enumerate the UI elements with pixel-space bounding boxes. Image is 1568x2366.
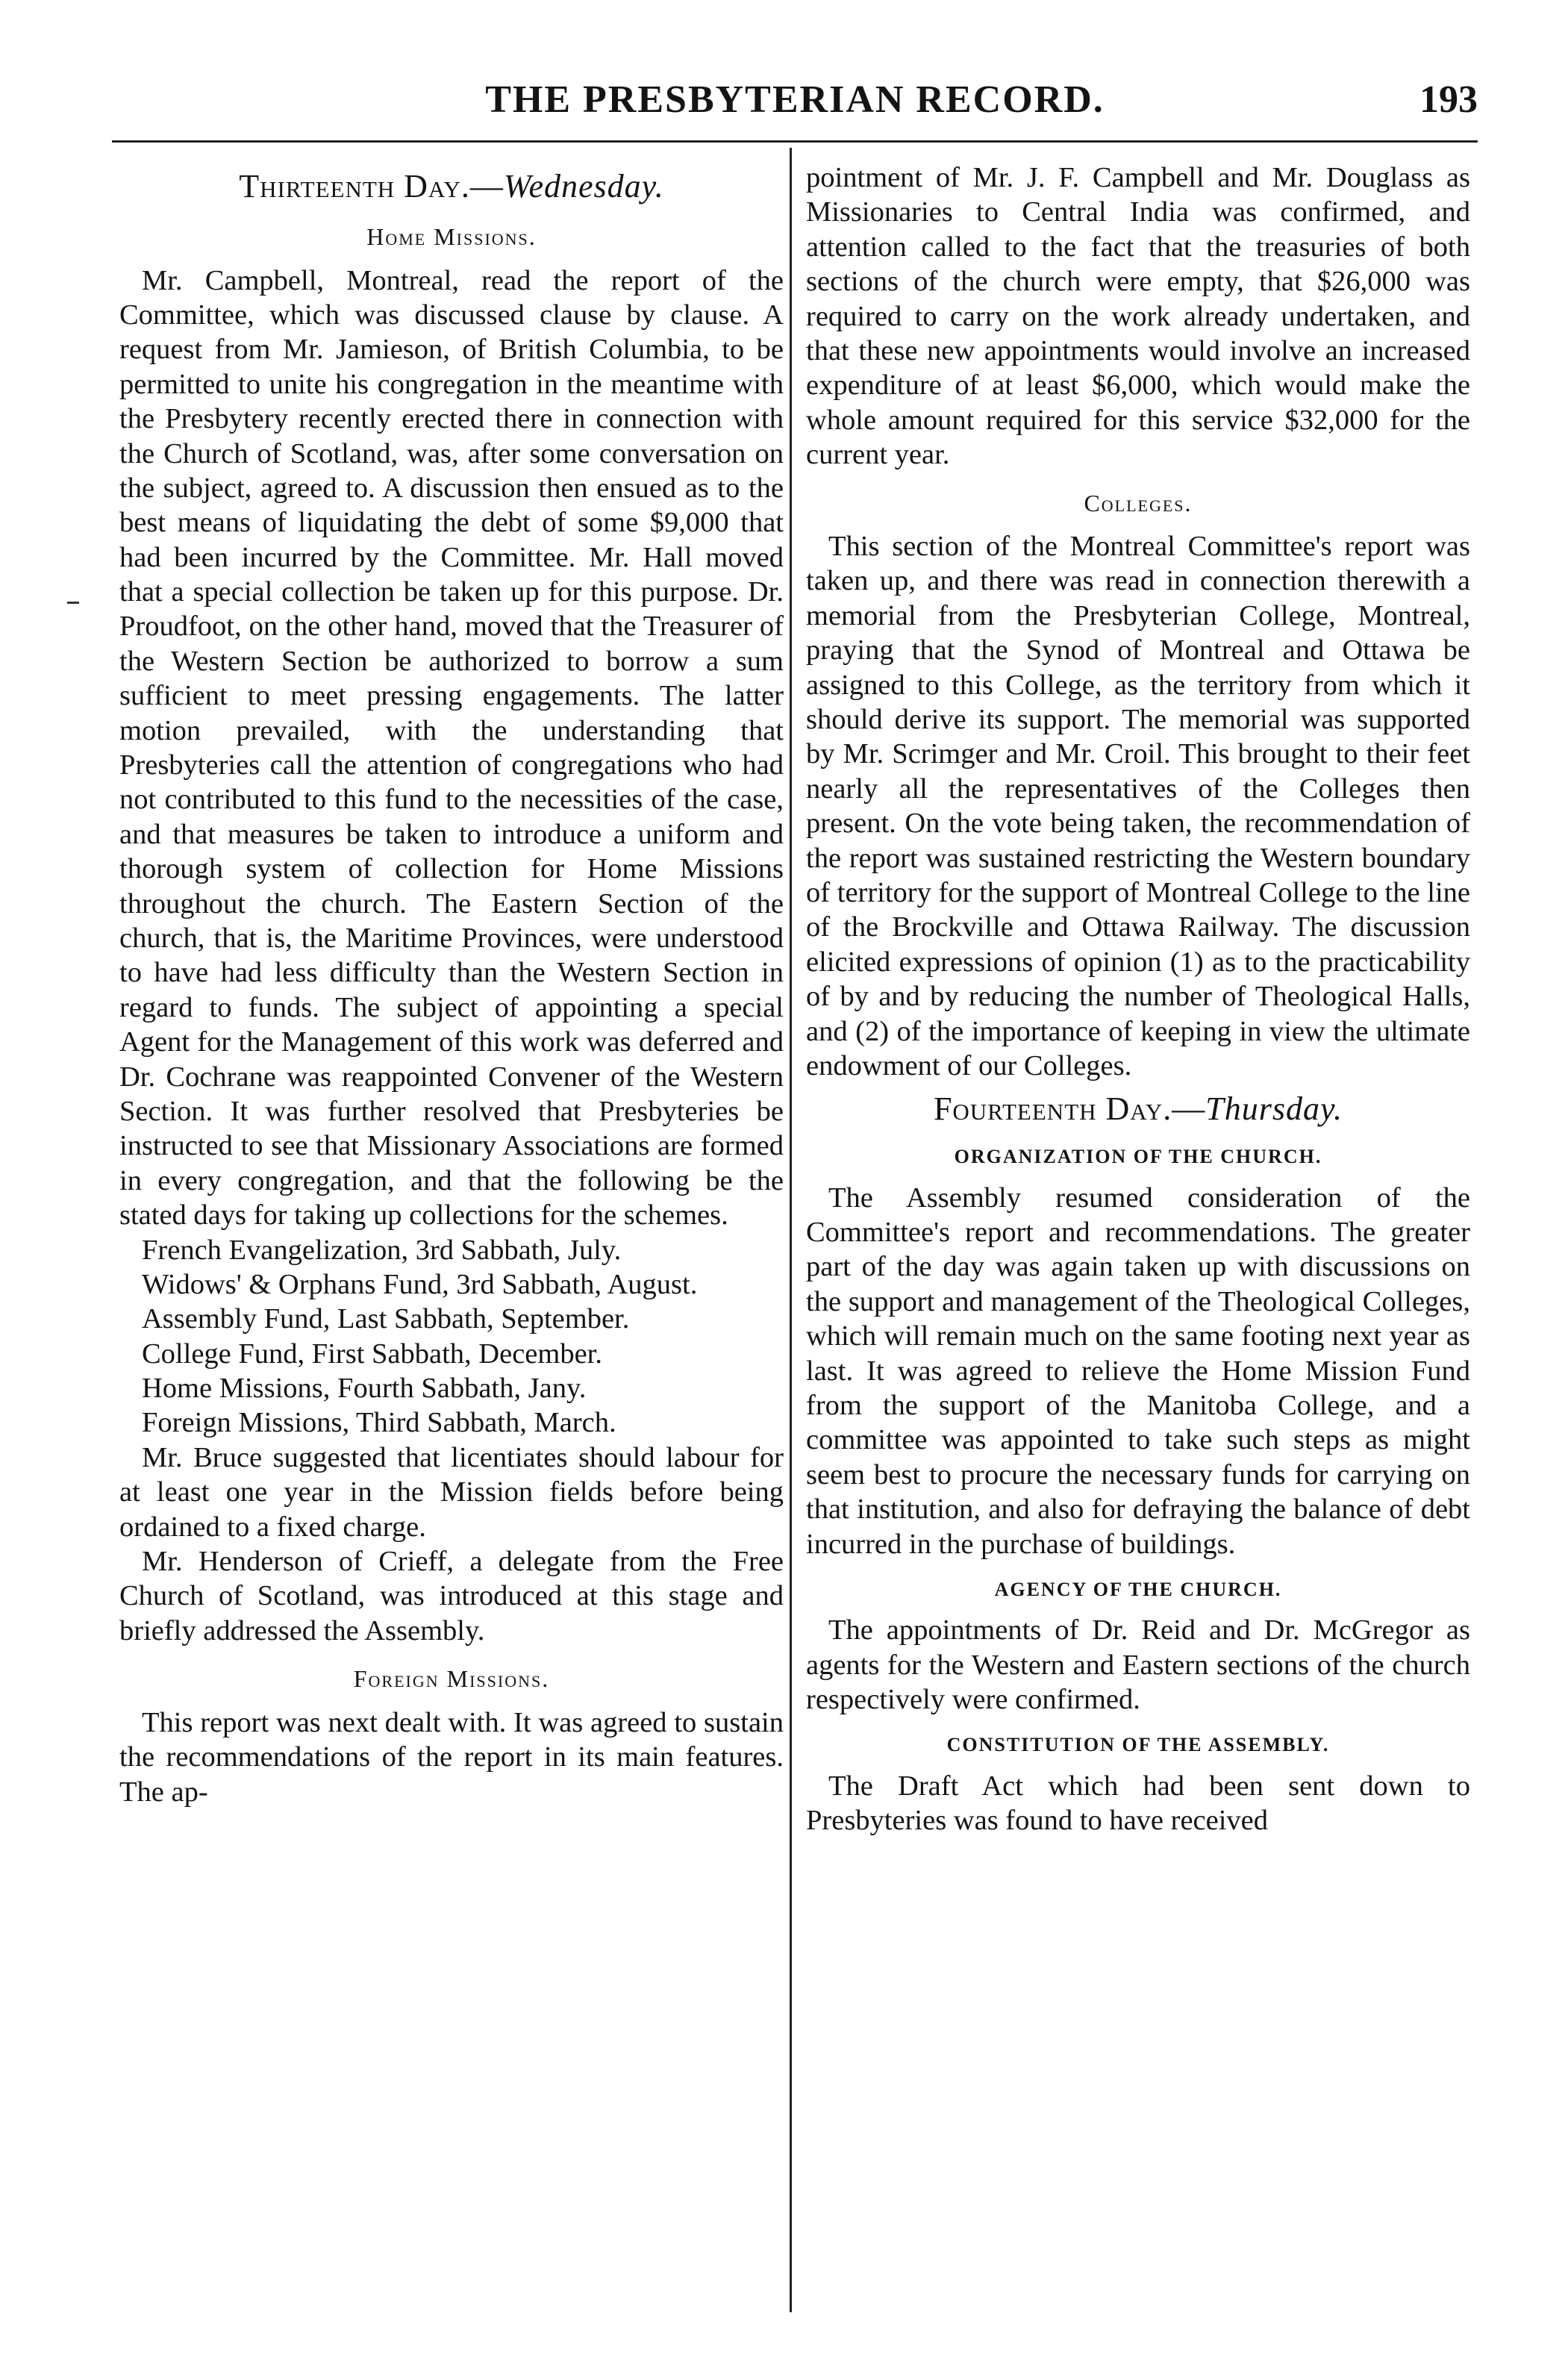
section-heading-home-missions: Home Missions. xyxy=(366,223,537,251)
paragraph-delegate: Mr. Henderson of Crieff, a delegate from the Free Church of Scotland, was introduced at this stage and briefly addressed the Assembly. xyxy=(119,1546,784,1646)
list-item: Foreign Missions, Third Sabbath, March. xyxy=(142,1407,616,1439)
section-heading-foreign-missions: Foreign Missions. xyxy=(353,1665,550,1693)
subheading-agency: AGENCY OF THE CHURCH. xyxy=(994,1578,1282,1600)
column-divider xyxy=(790,148,792,2312)
section-heading-colleges: Colleges. xyxy=(1084,489,1193,516)
list-item: Assembly Fund, Last Sabbath, September. xyxy=(142,1303,630,1335)
day-heading-weekday: Wednesday. xyxy=(503,168,664,205)
subheading-organization: ORGANIZATION OF THE CHURCH. xyxy=(954,1146,1322,1168)
journal-title: THE PRESBYTERIAN RECORD. xyxy=(485,78,1105,121)
left-column xyxy=(119,160,784,2325)
right-column xyxy=(806,160,1470,2325)
paragraph-agency: The appointments of Dr. Reid and Dr. McGregor as agents for the Western and Eastern sections of the church respectively were confirmed. xyxy=(806,1614,1470,1716)
subheading-constitution: CONSTITUTION OF THE ASSEMBLY. xyxy=(946,1734,1330,1756)
paragraph-missionaries: pointment of Mr. J. F. Campbell and Mr. Douglass as Missionaries to Central India was confirmed, and attention called to the fact that the treasuries of both sections of the church were empty, that $26,000 was required to carry on the work already undertaken, and that these new appointments would involve an increased expenditure of at least $6,000, which would make the whole amount required for this service $32,000 for the current year. xyxy=(806,162,1470,471)
header-rule xyxy=(112,140,1478,143)
list-item: Home Missions, Fourth Sabbath, Jany. xyxy=(142,1373,587,1405)
collection-days-list xyxy=(119,1233,784,1440)
paragraph-home-missions: Mr. Campbell, Montreal, read the report of the Committee, which was discussed clause by clause. A request from Mr. Jamieson, of British Columbia, to be permitted to unite his congregation in the meantime with the Presbytery recently erected there in connection with the Church of Scotland, was, after some conversation on the subject, agreed to. A discussion then ensued as to the best means of liquidating the debt of some $9,000 that had been incurred by the Committee. Mr. Hall moved that a special collection be taken up for this purpose. Dr. Proudfoot, on the other hand, moved that the Treasurer of the Western Section be authorized to borrow a sum sufficient to meet pressing engagements. The latter motion prevailed, with the understanding that Presbyteries call the attention of congregations who had not contributed to this fund to the necessities of the case, and that measures be taken to introduce a uniform and thorough system of collection for Home Missions throughout the church. The Eastern Section of the church, that is, the Maritime Provinces, were understood to have had less difficulty than the Western Section in regard to funds. The subject of appointing a special Agent for the Management of this work was deferred and Dr. Cochrane was reappointed Convener of the Western Section. It was further resolved that Presbyteries be instructed to see that Missionary Associations are formed in every congregation, and that the following be the stated days for taking up collections for the schemes. xyxy=(119,264,784,1232)
list-item: French Evangelization, 3rd Sabbath, July. xyxy=(142,1234,622,1266)
list-item: College Fund, First Sabbath, December. xyxy=(142,1337,602,1370)
list-item: Widows' & Orphans Fund, 3rd Sabbath, August. xyxy=(142,1268,698,1300)
paragraph-organization: The Assembly resumed consideration of the Committee's report and recommendations. The greater part of the day was again taken up with discussions on the support and management of the Theological Colleges, which will remain much on the same footing next year as last. It was agreed to relieve the Home Mission Fund from the support of the Manitoba College, and a committee was appointed to take such steps as might seem best to procure the necessary funds for carrying on that institution, and also for defraying the balance of debt incurred in the purchase of buildings. xyxy=(806,1182,1470,1560)
day-heading-weekday: Thursday. xyxy=(1205,1090,1343,1128)
day-heading-label: Fourteenth Day.— xyxy=(933,1090,1206,1128)
paragraph-constitution: The Draft Act which had been sent down to Presbyteries was found to have received xyxy=(806,1770,1470,1837)
paragraph-colleges: This section of the Montreal Committee's report was taken up, and there was read in connection therewith a memorial from the Presbyterian College, Montreal, praying that the Synod of Montreal and Ottawa be assigned to this College, as the territory from which it should derive its support. The memorial was supported by Mr. Scrimger and Mr. Croil. This brought to their feet nearly all the representatives of the Colleges then present. On the vote being taken, the recommendation of the report was sustained restricting the Western boundary of territory for the support of Montreal College to the line of the Brockville and Ottawa Railway. The discussion elicited expressions of opinion (1) as to the practicability of by and by reducing the number of Theological Halls, and (2) of the importance of keeping in view the ultimate endowment of our Colleges. xyxy=(806,531,1470,1081)
page-number: 193 xyxy=(1419,78,1478,121)
margin-mark xyxy=(67,602,79,604)
day-heading-thirteenth xyxy=(119,166,784,206)
day-heading-label: Thirteenth Day.— xyxy=(239,168,504,205)
paragraph-foreign-missions: This report was next dealt with. It was agreed to sustain the recommendations of the report in its main features. The ap- xyxy=(119,1706,784,1808)
paragraph-licentiates: Mr. Bruce suggested that licentiates should labour for at least one year in the Mission fields before being ordained to a fixed charge. xyxy=(119,1441,784,1543)
running-header xyxy=(112,72,1478,139)
day-heading-fourteenth xyxy=(806,1089,1470,1129)
